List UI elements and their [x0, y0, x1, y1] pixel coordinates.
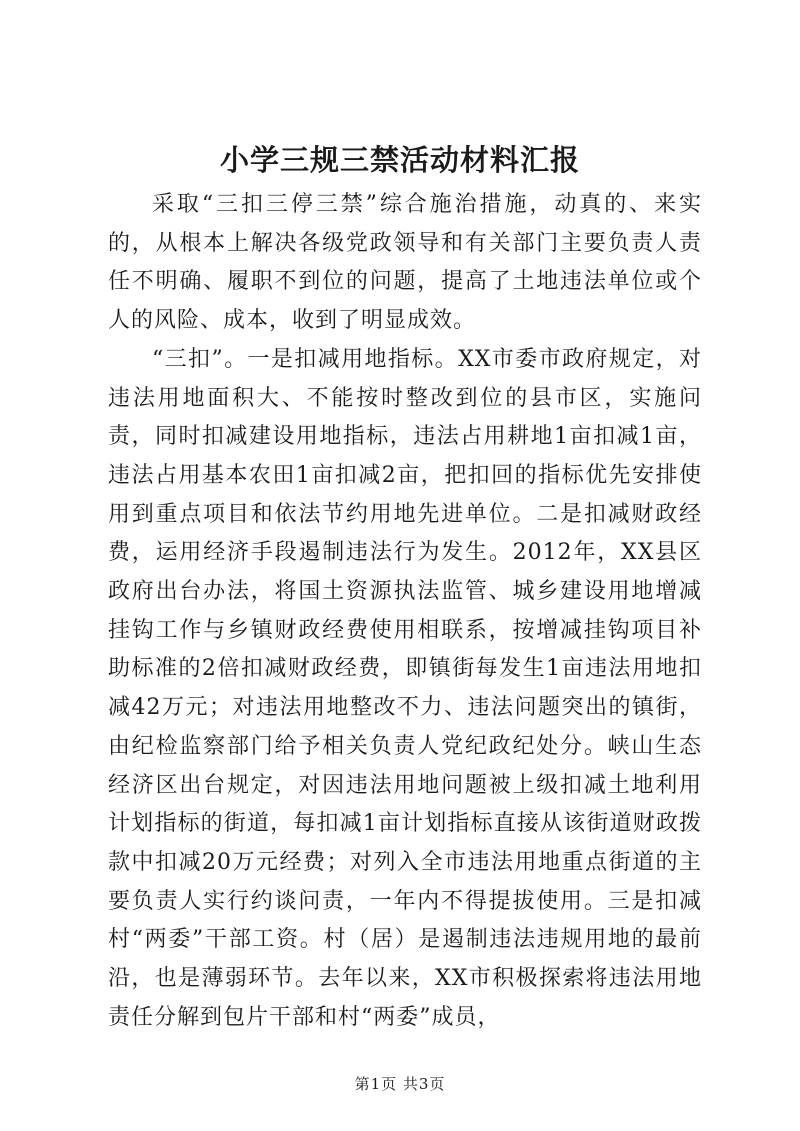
paragraph-san-kou: “三扣”。一是扣减用地指标。XX市委市政府规定，对违法用地面积大、不能按时整改到位的县市区，实施问责，同时扣减建设用地指标，违法占用耕地1亩扣减1亩，违法占用基本农田1亩扣减2亩，把扣回的指标优先安排使用到重点项目和依法节约用地先进单位。二是扣减财政经费，运用经济手段遏制违法行为发生。2012年，XX县区政府出台办法，将国土资源执法监管、城乡建设用地增减挂钩工作与乡镇财政经费使用相联系，按增减挂钩项目补助标准的2倍扣减财政经费，即镇街每发生1亩违法用地扣减42万元；对违法用地整改不力、违法问题突出的镇街，由纪检监察部门给予相关负责人党纪政纪处分。峡山生态经济区出台规定，对因违法用地问题被上级扣减土地利用计划指标的街道，每扣减1亩计划指标直接从该街道财政拨款中扣减20万元经费；对列入全市违法用地重点街道的主要负责人实行约谈问责，一年内不得提拔使用。三是扣减村“两委”干部工资。村（居）是遏制违法违规用地的最前沿，也是薄弱环节。去年以来，XX市积极探索将违法用地责任分解到包片干部和村“两委”成员，: [108, 346, 702, 1030]
document-body: [108, 186, 702, 1037]
paragraph-intro: 采取“三扣三停三禁”综合施治措施，动真的、来实的，从根本上解决各级党政领导和有关部门主要负责人责任不明确、履职不到位的问题，提高了土地违法单位或个人的风险、成本，收到了明显成效。: [108, 192, 702, 334]
page-number-footer: 第1页 共3页: [354, 1075, 446, 1093]
document-title: 小学三规三禁活动材料汇报: [219, 143, 580, 177]
